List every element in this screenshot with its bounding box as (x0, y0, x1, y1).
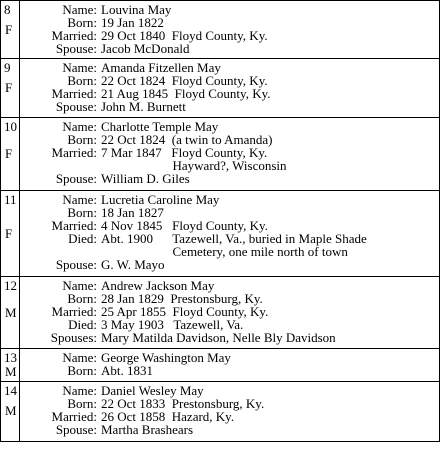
child-sex: F (5, 146, 13, 161)
detail-value: Hayward?, Wisconsin (101, 158, 287, 173)
detail-label: Married: (51, 145, 97, 160)
detail-value: Charlotte Temple May (101, 119, 219, 134)
child-details (20, 59, 439, 113)
detail-line (20, 42, 439, 55)
detail-value: Lucretia Caroline May (101, 192, 220, 207)
detail-label: Married: (51, 409, 97, 424)
detail-label: Born: (67, 73, 97, 88)
detail-label: Spouse: (55, 99, 97, 114)
detail-value: Cemetery, one mile north of town (101, 244, 348, 259)
child-sex: F (5, 22, 13, 37)
child-number-cell (1, 118, 20, 190)
detail-value: Abt. 1831 (101, 363, 153, 378)
child-number: 11 (4, 192, 17, 207)
child-sex: F (5, 226, 13, 241)
detail-label: Married: (51, 86, 97, 101)
child-details (20, 382, 439, 436)
detail-line (20, 258, 439, 271)
detail-value: Andrew Jackson May (101, 278, 215, 293)
child-number-cell (1, 277, 20, 348)
detail-line (20, 100, 439, 113)
detail-value: 4 Nov 1845 Floyd County, Ky. (101, 218, 268, 233)
child-number: 13 (4, 350, 17, 365)
detail-label: Married: (51, 28, 97, 43)
detail-label: Married: (51, 304, 97, 319)
detail-line (20, 423, 439, 436)
child-number: 10 (4, 119, 17, 134)
detail-label: Spouse: (55, 257, 97, 272)
detail-label: Spouse: (55, 171, 97, 186)
detail-line (20, 364, 439, 377)
child-details (20, 191, 439, 271)
detail-value: George Washington May (101, 350, 231, 365)
detail-value: John M. Burnett (101, 99, 186, 114)
detail-value: 22 Oct 1824 Floyd County, Ky. (101, 73, 268, 88)
child-details (20, 118, 439, 185)
detail-value: Martha Brashears (101, 422, 194, 437)
detail-value: 25 Apr 1855 Floyd County, Ky. (101, 304, 269, 319)
child-details (20, 349, 439, 377)
detail-value: G. W. Mayo (101, 257, 165, 272)
child-entry (1, 1, 439, 59)
child-number-cell (1, 59, 20, 117)
detail-label: Name: (62, 60, 97, 75)
detail-label: Born: (67, 396, 97, 411)
child-sex: F (5, 80, 13, 95)
detail-value: 29 Oct 1840 Floyd County, Ky. (101, 28, 268, 43)
detail-label: Died: (68, 231, 97, 246)
detail-label: Spouse: (55, 422, 97, 437)
detail-value: 18 Jan 1827 (101, 205, 164, 220)
detail-label: Married: (51, 218, 97, 233)
child-sex: M (5, 305, 17, 320)
child-entry (1, 191, 439, 277)
detail-line (20, 172, 439, 185)
child-entry (1, 382, 439, 442)
detail-label: Name: (62, 350, 97, 365)
detail-value: Abt. 1900 Tazewell, Va., buried in Maple Shade (101, 231, 367, 246)
child-number-cell (1, 191, 20, 276)
child-details (20, 277, 439, 344)
detail-label: Born: (67, 291, 97, 306)
detail-value: 22 Oct 1824 (a twin to Amanda) (101, 132, 273, 147)
detail-value: 26 Oct 1858 Hazard, Ky. (101, 409, 235, 424)
detail-label: Name: (62, 2, 97, 17)
detail-label: Name: (62, 383, 97, 398)
detail-value: 7 Mar 1847 Floyd County, Ky. (101, 145, 268, 160)
detail-value: 28 Jan 1829 Prestonsburg, Ky. (101, 291, 263, 306)
detail-value: Amanda Fitzellen May (101, 60, 221, 75)
child-entry (1, 118, 439, 191)
detail-value: Mary Matilda Davidson, Nelle Bly Davidson (101, 330, 336, 345)
child-sex: M (5, 403, 17, 418)
detail-label: Name: (62, 192, 97, 207)
detail-label: Spouses: (50, 330, 97, 345)
child-number: 8 (4, 2, 11, 17)
child-number: 12 (4, 278, 17, 293)
detail-value: 19 Jan 1822 (101, 15, 164, 30)
child-number-cell (1, 349, 20, 381)
detail-value: Louvina May (101, 2, 172, 17)
child-sex: M (5, 364, 17, 379)
detail-value: 22 Oct 1833 Prestonsburg, Ky. (101, 396, 265, 411)
child-entry (1, 277, 439, 349)
child-details (20, 1, 439, 55)
detail-label: Spouse: (55, 41, 97, 56)
detail-label: Died: (68, 317, 97, 332)
child-entry (1, 349, 439, 382)
child-number: 9 (4, 60, 11, 75)
detail-label: Born: (67, 363, 97, 378)
detail-value: Jacob McDonald (101, 41, 190, 56)
detail-value: William D. Giles (101, 171, 190, 186)
child-number: 14 (4, 383, 17, 398)
detail-value: 21 Aug 1845 Floyd County, Ky. (101, 86, 271, 101)
detail-label: Born: (67, 205, 97, 220)
detail-label: Born: (67, 132, 97, 147)
child-number-cell (1, 382, 20, 441)
detail-label: Born: (67, 15, 97, 30)
detail-label: Name: (62, 119, 97, 134)
detail-value: 3 May 1903 Tazewell, Va. (101, 317, 244, 332)
detail-label: Name: (62, 278, 97, 293)
child-number-cell (1, 1, 20, 58)
detail-value: Daniel Wesley May (101, 383, 204, 398)
child-entry (1, 59, 439, 118)
detail-line (20, 331, 439, 344)
